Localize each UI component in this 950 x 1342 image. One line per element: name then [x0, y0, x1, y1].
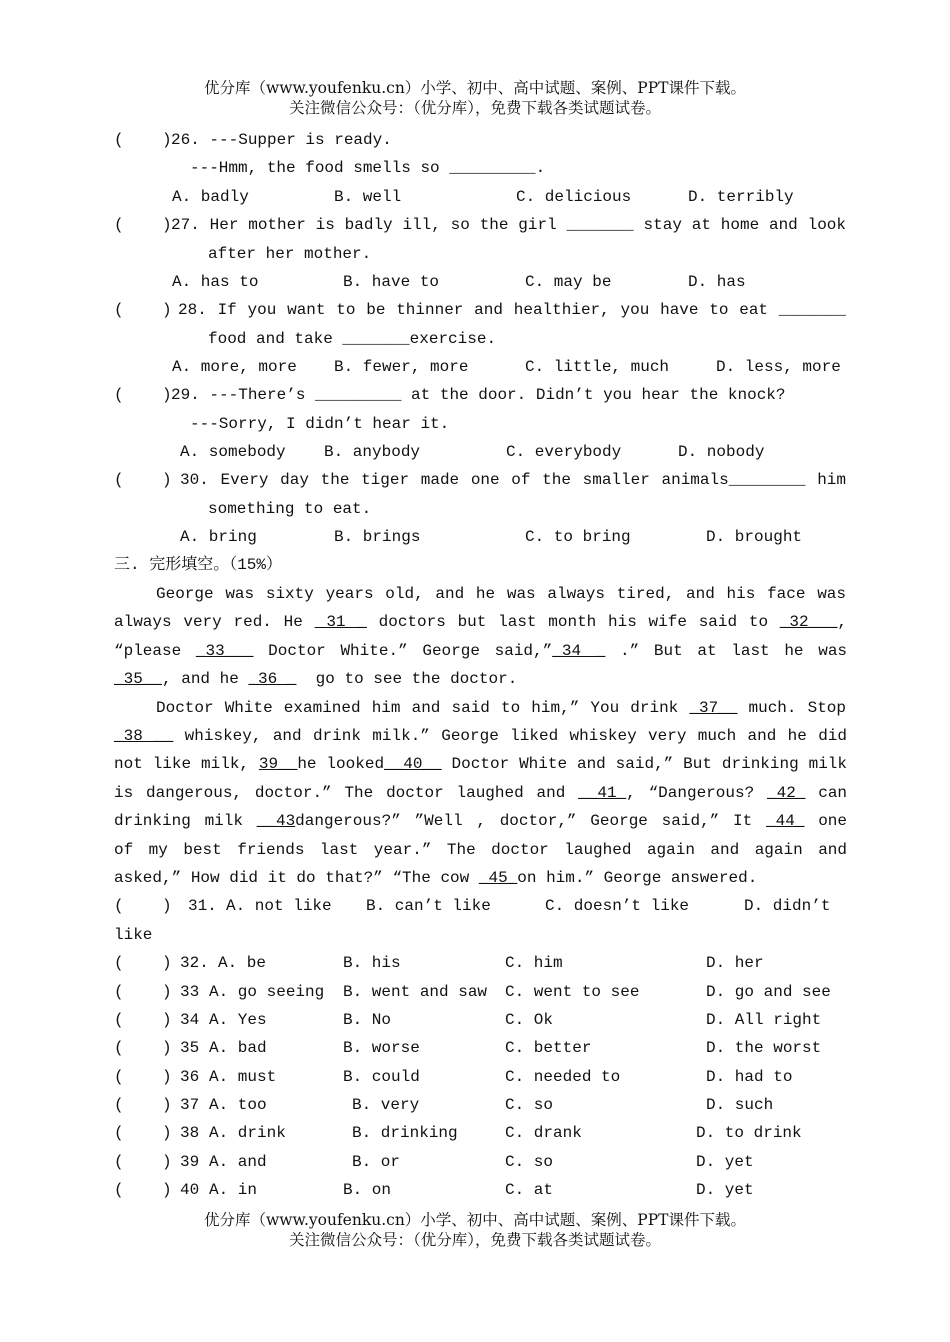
cloze-31-number: 31. — [188, 897, 217, 915]
cloze-32-option-c: C. him — [505, 954, 563, 972]
cloze-38-option-c: C. drank — [505, 1124, 582, 1142]
passage-line-8: is dangerous, doctor.” The doctor laughed and __41_, “Dangerous? _42_ can — [114, 784, 848, 802]
cloze-35-option-c: C. better — [505, 1039, 592, 1057]
header-line-2: 关注微信公众号：（优分库），免费下载各类试题试卷。 — [288, 99, 661, 117]
cloze-38-option-d: D. to drink — [696, 1124, 802, 1142]
cloze-32-option-b: B. his — [343, 954, 401, 972]
cloze-37-option-c: C. so — [505, 1096, 554, 1114]
cloze-39-option-c: C. so — [505, 1153, 554, 1171]
question-26-option-b: B. well — [334, 188, 402, 206]
passage-line-11: asked,” How did it do that?” “The cow _45_on him.” George answered. — [114, 869, 758, 887]
cloze-36-option-b: B. could — [343, 1068, 420, 1086]
question-30-paren: ( ) — [114, 471, 172, 489]
section-3-title: 三. 完形填空。（15%） — [114, 556, 283, 574]
cloze-35-paren: ( ) — [114, 1039, 172, 1057]
cloze-37-option-b: B. very — [352, 1096, 420, 1114]
cloze-31-paren: ( ) — [114, 897, 172, 915]
cloze-34-option-c: C. Ok — [505, 1011, 554, 1029]
blank-42: _42_ — [767, 784, 806, 802]
cloze-34-paren: ( ) — [114, 1011, 172, 1029]
cloze-36-option-c: C. needed to — [505, 1068, 621, 1086]
cloze-33-option-a: A. go seeing — [209, 983, 325, 1001]
cloze-34-option-a: A. Yes — [209, 1011, 267, 1029]
blank-38: _38 __ — [114, 727, 174, 745]
cloze-35-number: 35 — [180, 1039, 200, 1057]
cloze-40-paren: ( ) — [114, 1181, 172, 1199]
cloze-37-option-d: D. such — [706, 1096, 774, 1114]
passage-line-10: of my best friends last year.” The doctor laughed again and again and — [114, 841, 847, 859]
question-27-option-a: A. has to — [172, 273, 259, 291]
blank-37: _37__ — [689, 699, 738, 717]
question-30-option-a: A. bring — [180, 528, 257, 546]
cloze-32-option-a: A. be — [218, 954, 267, 972]
question-27-stem: 27. Her mother is badly ill, so the girl _______ stay at home and look — [171, 216, 846, 234]
cloze-40-option-a: A. in — [209, 1181, 258, 1199]
cloze-38-paren: ( ) — [114, 1124, 172, 1142]
question-29-stem-2: ---Sorry, I didn’t hear it. — [190, 415, 450, 433]
blank-36: _36 _ — [248, 670, 297, 688]
question-29-paren: ( ) — [114, 386, 172, 404]
cloze-39-option-d: D. yet — [696, 1153, 754, 1171]
cloze-40-option-d: D. yet — [696, 1181, 754, 1199]
cloze-37-option-a: A. too — [209, 1096, 267, 1114]
cloze-34-option-b: B. No — [343, 1011, 392, 1029]
cloze-38-option-b: B. drinking — [352, 1124, 458, 1142]
cloze-31-option-b: B. can’t like — [366, 897, 491, 915]
blank-31: 31 _ — [314, 613, 367, 631]
question-27-option-d: D. has — [688, 273, 746, 291]
question-27-option-c: C. may be — [525, 273, 612, 291]
cloze-33-option-c: C. went to see — [505, 983, 640, 1001]
question-28-option-c: C. little, much — [525, 358, 670, 376]
cloze-36-option-d: D. had to — [706, 1068, 793, 1086]
cloze-37-paren: ( ) — [114, 1096, 172, 1114]
cloze-33-number: 33 — [180, 983, 200, 1001]
cloze-39-option-b: B. or — [352, 1153, 401, 1171]
question-27-stem-2: after her mother. — [208, 245, 372, 263]
cloze-39-number: 39 — [180, 1153, 200, 1171]
blank-44: _44_ — [766, 812, 805, 830]
question-26-option-d: D. terribly — [688, 188, 794, 206]
blank-39: 39__ — [258, 755, 298, 773]
question-26-option-a: A. badly — [172, 188, 249, 206]
cloze-38-number: 38 — [180, 1124, 200, 1142]
cloze-39-option-a: A. and — [209, 1153, 267, 1171]
blank-45: _45_ — [478, 869, 518, 887]
question-27-option-b: B. have to — [343, 273, 440, 291]
blank-34: _34 _ — [552, 642, 606, 660]
question-30-option-d: D. brought — [706, 528, 803, 546]
cloze-38-option-a: A. drink — [209, 1124, 286, 1142]
question-29-option-b: B. anybody — [324, 443, 421, 461]
cloze-36-number: 36 — [180, 1068, 200, 1086]
question-29-stem: 29. ---There’s _________ at the door. Didn’t you hear the knock? — [171, 386, 786, 404]
cloze-36-paren: ( ) — [114, 1068, 172, 1086]
question-26-option-c: C. delicious — [516, 188, 632, 206]
question-28-paren: ( ) — [114, 301, 172, 319]
question-28-stem-2: food and take _______exercise. — [208, 330, 497, 348]
cloze-35-option-a: A. bad — [209, 1039, 267, 1057]
question-26-stem: 26. ---Supper is ready. — [171, 131, 392, 149]
cloze-39-paren: ( ) — [114, 1153, 172, 1171]
cloze-34-option-d: D. All right — [706, 1011, 822, 1029]
footer-line-1: 优分库（www.youfenku.cn）小学、初中、高中试题、案例、PPT课件下载。 — [203, 1211, 747, 1229]
question-27-paren: ( ) — [114, 216, 172, 234]
question-29-option-d: D. nobody — [678, 443, 765, 461]
cloze-31-option-d: D. didn’t — [744, 897, 831, 915]
passage-line-3: “please _33___ Doctor White.” George said,”_34 _ .” But at last he was — [114, 642, 848, 660]
blank-41: __41_ — [578, 784, 627, 802]
cloze-32-number: 32. — [180, 954, 209, 972]
passage-line-6: _38 __ whiskey, and drink milk.” George liked whiskey very much and he did — [114, 727, 848, 745]
passage-line-4: _35__, and he _36 _ go to see the doctor. — [114, 670, 518, 688]
blank-33: _33___ — [195, 642, 254, 660]
question-28-option-d: D. less, more — [716, 358, 841, 376]
question-26-stem-2: ---Hmm, the food smells so _________. — [190, 159, 546, 177]
blank-43: __43 — [256, 812, 296, 830]
cloze-33-option-d: D. go and see — [706, 983, 831, 1001]
blank-40: __40__ — [384, 755, 442, 773]
cloze-35-option-d: D. the worst — [706, 1039, 822, 1057]
question-28-stem: 28. If you want to be thinner and healthier, you have to eat _______ — [178, 301, 846, 319]
passage-line-5: Doctor White examined him and said to him,” You drink _37__ much. Stop — [156, 699, 847, 717]
question-28-option-a: A. more, more — [172, 358, 297, 376]
question-26-paren: ( ) — [114, 131, 172, 149]
question-29-option-a: A. somebody — [180, 443, 286, 461]
question-30-stem-2: something to eat. — [208, 500, 372, 518]
passage-line-1: George was sixty years old, and he was always tired, and his face was — [156, 585, 846, 603]
cloze-31-option-d-wrap: like — [114, 926, 153, 944]
cloze-37-number: 37 — [180, 1096, 200, 1114]
footer-line-2: 关注微信公众号：（优分库），免费下载各类试题试卷。 — [288, 1231, 661, 1249]
passage-line-2: always very red. He 31 _ doctors but last month his wife said to _32___, — [114, 613, 848, 631]
cloze-34-number: 34 — [180, 1011, 200, 1029]
question-30-stem: 30. Every day the tiger made one of the smaller animals________ him — [180, 471, 846, 489]
question-30-option-c: C. to bring — [525, 528, 631, 546]
header-line-1: 优分库（www.youfenku.cn）小学、初中、高中试题、案例、PPT课件下载。 — [203, 79, 747, 97]
cloze-36-option-a: A. must — [209, 1068, 277, 1086]
cloze-40-option-b: B. on — [343, 1181, 392, 1199]
passage-line-9: drinking milk __43dangerous?” ”Well , doctor,” George said,” It _44_ one — [114, 812, 848, 830]
cloze-31-option-c: C. doesn’t like — [545, 897, 690, 915]
cloze-31-option-a: A. not like — [226, 897, 332, 915]
cloze-35-option-b: B. worse — [343, 1039, 420, 1057]
blank-35: _35__ — [114, 670, 163, 688]
passage-line-7: not like milk, 39__he looked__40__ Doctor White and said,” But drinking milk — [114, 755, 847, 773]
blank-32: _32___ — [779, 613, 838, 631]
cloze-40-number: 40 — [180, 1181, 200, 1199]
cloze-32-paren: ( ) — [114, 954, 172, 972]
cloze-33-paren: ( ) — [114, 983, 172, 1001]
cloze-32-option-d: D. her — [706, 954, 764, 972]
cloze-33-option-b: B. went and saw — [343, 983, 488, 1001]
question-29-option-c: C. everybody — [506, 443, 622, 461]
question-30-option-b: B. brings — [334, 528, 421, 546]
cloze-40-option-c: C. at — [505, 1181, 554, 1199]
question-28-option-b: B. fewer, more — [334, 358, 469, 376]
